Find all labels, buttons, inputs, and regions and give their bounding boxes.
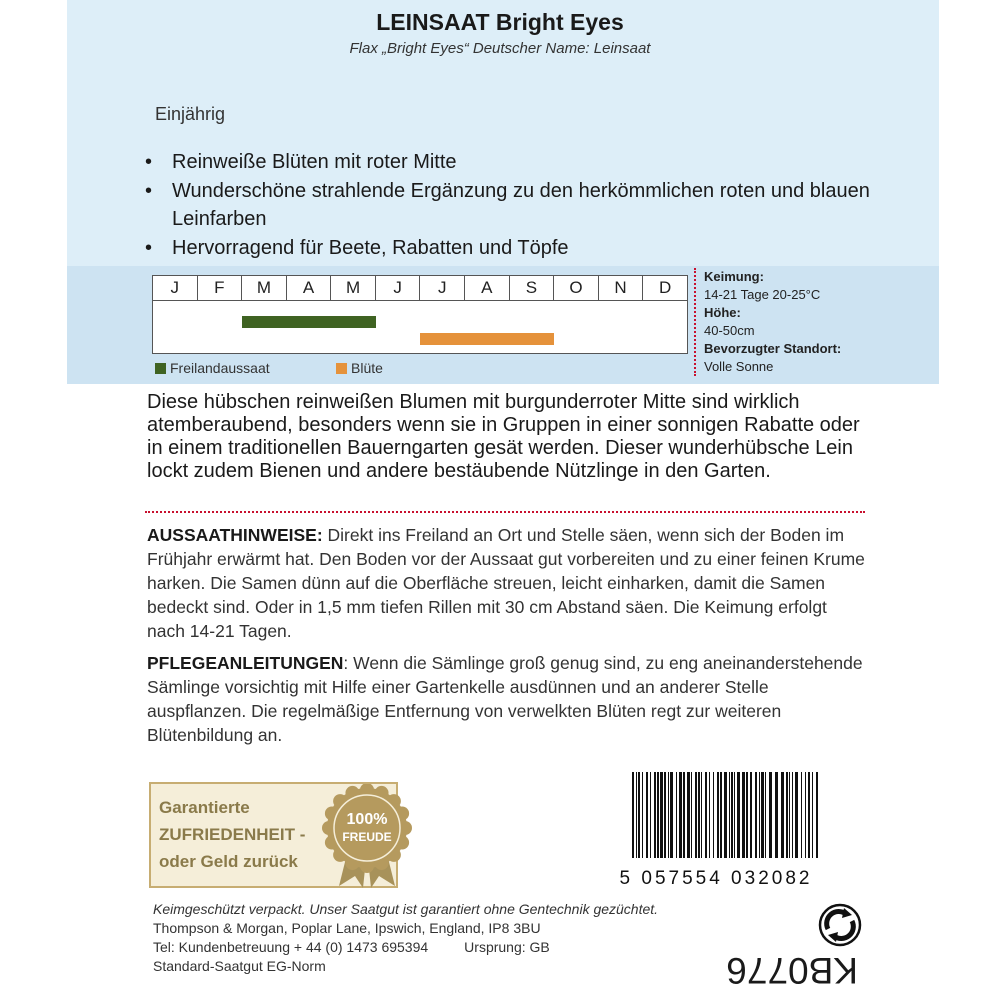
page-title: LEINSAAT Bright Eyes <box>376 9 624 35</box>
month-label: S <box>510 276 555 300</box>
month-label: A <box>287 276 332 300</box>
calendar-months <box>153 276 687 301</box>
footer <box>153 900 658 976</box>
legend-sowing <box>155 360 270 376</box>
sowing-instructions <box>147 523 867 643</box>
guarantee-text <box>159 794 319 875</box>
bloom-period-bar <box>420 333 554 345</box>
legend-bloom-label: Blüte <box>351 360 383 376</box>
guarantee-line: ZUFRIEDENHEIT - <box>159 825 306 844</box>
month-label: A <box>465 276 510 300</box>
location-value: Volle Sonne <box>704 359 774 374</box>
feature-list <box>145 148 885 263</box>
footer-note: Keimgeschützt verpackt. Unser Saatgut ist garantiert ohne Gentechnik gezüchtet. <box>153 901 659 917</box>
height-value: 40-50cm <box>704 323 755 338</box>
guarantee-line: Garantierte <box>159 798 250 817</box>
barcode-number: 5 057554 032082 <box>619 868 813 888</box>
month-label: J <box>376 276 421 300</box>
legend-bloom <box>336 360 383 376</box>
care-instructions <box>147 651 867 747</box>
barcode-bars <box>632 772 818 858</box>
feature-item: • Hervorragend für Beete, Rabatten und Töpfe <box>145 234 885 262</box>
recycle-icon <box>818 903 862 947</box>
barcode <box>606 770 826 888</box>
guarantee-badge <box>149 782 398 888</box>
month-label: F <box>198 276 243 300</box>
month-label: M <box>242 276 287 300</box>
guarantee-line: oder Geld zurück <box>159 852 298 871</box>
seal-word: FREUDE <box>342 830 392 844</box>
footer-phone: Tel: Kundenbetreuung + 44 (0) 1473 695394 <box>153 939 429 955</box>
location-label: Bevorzugter Standort: <box>704 341 842 356</box>
annual-label: Einjährig <box>155 104 226 124</box>
care-text: : Wenn die Sämlinge groß genug sind, zu eng aneinanderstehende Sämlinge vorsichtig mit Hilfe einer Gartenkelle ausdünnen und an anderer Stelle auspflanzen. Die regelmäßige Entfernung von verwelkten Blüten regt zur weiteren Blütenbildung an. <box>147 653 863 745</box>
description: Diese hübschen reinweißen Blumen mit burgunderroter Mitte sind wirklich atemberaubend, besonders wenn sie in Gruppen in einer sonnigen Rabatte oder in einem traditionellen Bauerngarten gesät werden. Dieser wunderhübsche Lein lockt zudem Bienen und andere bestäubende Nützlinge in den Garten. <box>147 391 860 482</box>
germination-value: 14-21 Tage 20-25°C <box>704 287 821 302</box>
growing-info <box>694 268 934 376</box>
footer-address: Thompson & Morgan, Poplar Lane, Ipswich, England, IP8 3BU <box>153 920 541 936</box>
legend-bloom-swatch <box>336 363 347 374</box>
month-label: M <box>331 276 376 300</box>
page-subtitle: Flax „Bright Eyes“ Deutscher Name: Leinsaat <box>349 40 651 57</box>
sowing-calendar <box>152 275 688 354</box>
product-code: KB0776 <box>726 950 858 991</box>
feature-item: • Reinweiße Blüten mit roter Mitte <box>145 148 885 176</box>
month-label: J <box>153 276 198 300</box>
footer-contact-row <box>153 938 658 957</box>
sowing-heading: AUSSAATHINWEISE: <box>147 525 323 545</box>
footer-standard: Standard-Saatgut EG-Norm <box>153 958 326 974</box>
month-label: D <box>659 278 672 297</box>
sowing-text: Direkt ins Freiland an Ort und Stelle säen, wenn sich der Boden im Frühjahr erwärmt hat. Den Boden vor der Aussaat gut vorbereiten und zu einer feinen Krume harken. Die Samen dünn auf die Oberfläche streuen, leicht einharken, damit die Samen bedeckt sind. Oder in 1,5 mm tiefen Rillen mit 30 cm Abstand säen. Die Keimung erfolgt nach 14-21 Tagen. <box>147 525 865 641</box>
dotted-divider <box>145 511 865 513</box>
month-label: J <box>420 276 465 300</box>
satisfaction-seal-icon <box>321 784 413 888</box>
legend-sowing-label: Freilandaussaat <box>170 360 270 376</box>
month-label: N <box>599 276 644 300</box>
month-label: O <box>554 276 599 300</box>
height-label: Höhe: <box>704 305 741 320</box>
legend-sowing-swatch <box>155 363 166 374</box>
footer-origin: Ursprung: GB <box>464 939 550 955</box>
seal-percent: 100% <box>346 811 388 828</box>
sowing-period-bar <box>242 316 376 328</box>
care-heading: PFLEGEANLEITUNGEN <box>147 653 344 673</box>
feature-item: • Wunderschöne strahlende Ergänzung zu den herkömmlichen roten und blauen Leinfarben <box>145 177 885 233</box>
germination-label: Keimung: <box>704 269 764 284</box>
